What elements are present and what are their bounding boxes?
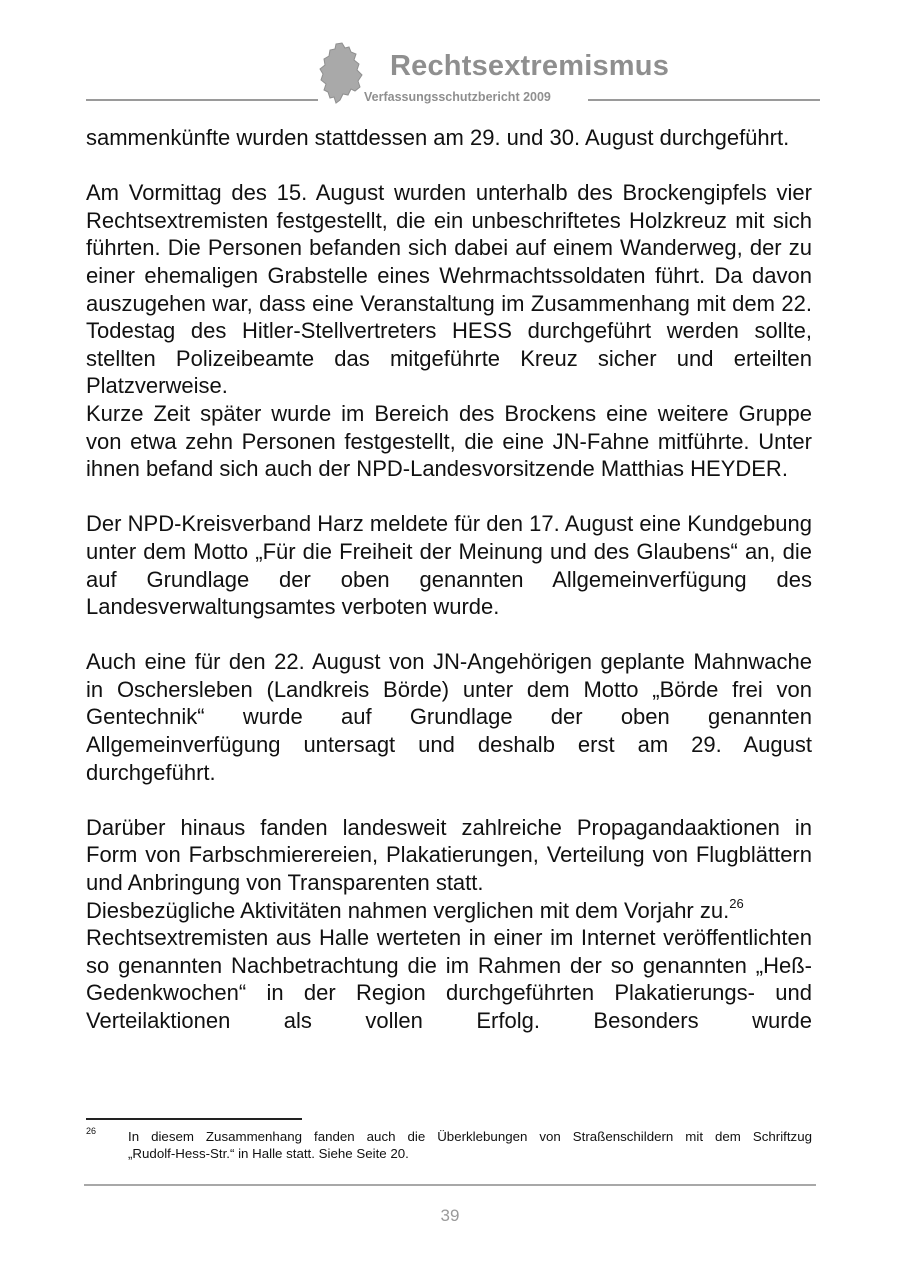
footnote-number: 26 — [86, 1126, 97, 1136]
footnote-text — [128, 1128, 812, 1162]
paragraph-6: Darüber hinaus fanden landesweit zahlreiche Propagandaaktionen in Form von Farbschmierereien, Plakatierungen, Verteilung von Flugblättern und Anbringung von Transparenten statt. — [86, 814, 812, 896]
paragraph-1: sammenkünfte wurden stattdessen am 29. und 30. August durchgeführt. — [86, 125, 790, 150]
paragraph-gap — [86, 483, 812, 511]
footnote-line-2: „Rudolf-Hess-Str.“ in Halle statt. Siehe Seite 20. — [128, 1146, 409, 1161]
footnote-reference[interactable]: 26 — [729, 896, 744, 912]
paragraph-gap — [86, 152, 812, 180]
paragraph-7-text: Diesbezügliche Aktivitäten nahmen verglichen mit dem Vorjahr zu. — [86, 897, 730, 923]
footer-rule — [84, 1184, 816, 1186]
page-number: 39 — [440, 1206, 460, 1225]
header-subtitle: Verfassungsschutzbericht 2009 — [364, 90, 551, 104]
paragraph-gap — [86, 786, 812, 814]
header-title: Rechtsextremismus — [390, 50, 670, 82]
paragraph-8: Rechtsextremisten aus Halle werteten in einer im Internet veröffentlichten so genannten Nachbetrachtung die im Rahmen der so genannten „Heß-Gedenkwochen“ in der Region durchgeführten Plakatierungs- und Verteilaktionen als vollen Erfolg. Besonders wurde — [86, 925, 812, 1033]
paragraph-2: Am Vormittag des 15. August wurden unterhalb des Brockengipfels vier Rechtsextremisten festgestellt, die ein unbeschriftetes Holzkreuz mit sich führten. Die Personen befanden sich dabei auf einem Wanderweg, der zu einer ehemaligen Grabstelle eines Wehrmachtssoldaten führt. Da davon auszugehen war, dass eine Veranstaltung im Zusammenhang mit dem 22. Todestag des Hitler-Stellvertreters HESS durchgeführt werden sollte, stellten Polizeibeamte das mitgeführte Kreuz sicher und erteilten Platzverweise. — [86, 180, 812, 399]
saxony-anhalt-map-icon — [318, 42, 364, 104]
header-rule-right — [588, 99, 820, 101]
paragraph-5: Auch eine für den 22. August von JN-Angehörigen geplante Mahnwache in Oschersleben (Landkreis Börde) unter dem Motto „Börde frei von Gentechnik“ wurde auf Grundlage der oben genannten Allgemeinverfügung untersagt und deshalb erst am 29. August durchgeführt. — [86, 649, 812, 785]
body-text — [86, 124, 812, 1035]
footnote-rule — [86, 1118, 302, 1120]
paragraph-7 — [86, 897, 812, 925]
footnote-line-1: In diesem Zusammenhang fanden auch die Überklebungen von Straßenschildern mit dem Schriftzug — [128, 1129, 812, 1144]
paragraph-gap — [86, 621, 812, 649]
paragraph-4: Der NPD-Kreisverband Harz meldete für den 17. August eine Kundgebung unter dem Motto „Für die Freiheit der Meinung und des Glaubens“ an, die auf Grundlage der oben genannten Allgemeinverfügung des Landesverwaltungsamtes verboten wurde. — [86, 511, 812, 620]
header-rule-left — [86, 99, 318, 101]
paragraph-3: Kurze Zeit später wurde im Bereich des Brockens eine weitere Gruppe von etwa zehn Personen festgestellt, die eine JN-Fahne mitführte. Unter ihnen befand sich auch der NPD-Landesvorsitzende Matthias HEYDER. — [86, 400, 812, 482]
